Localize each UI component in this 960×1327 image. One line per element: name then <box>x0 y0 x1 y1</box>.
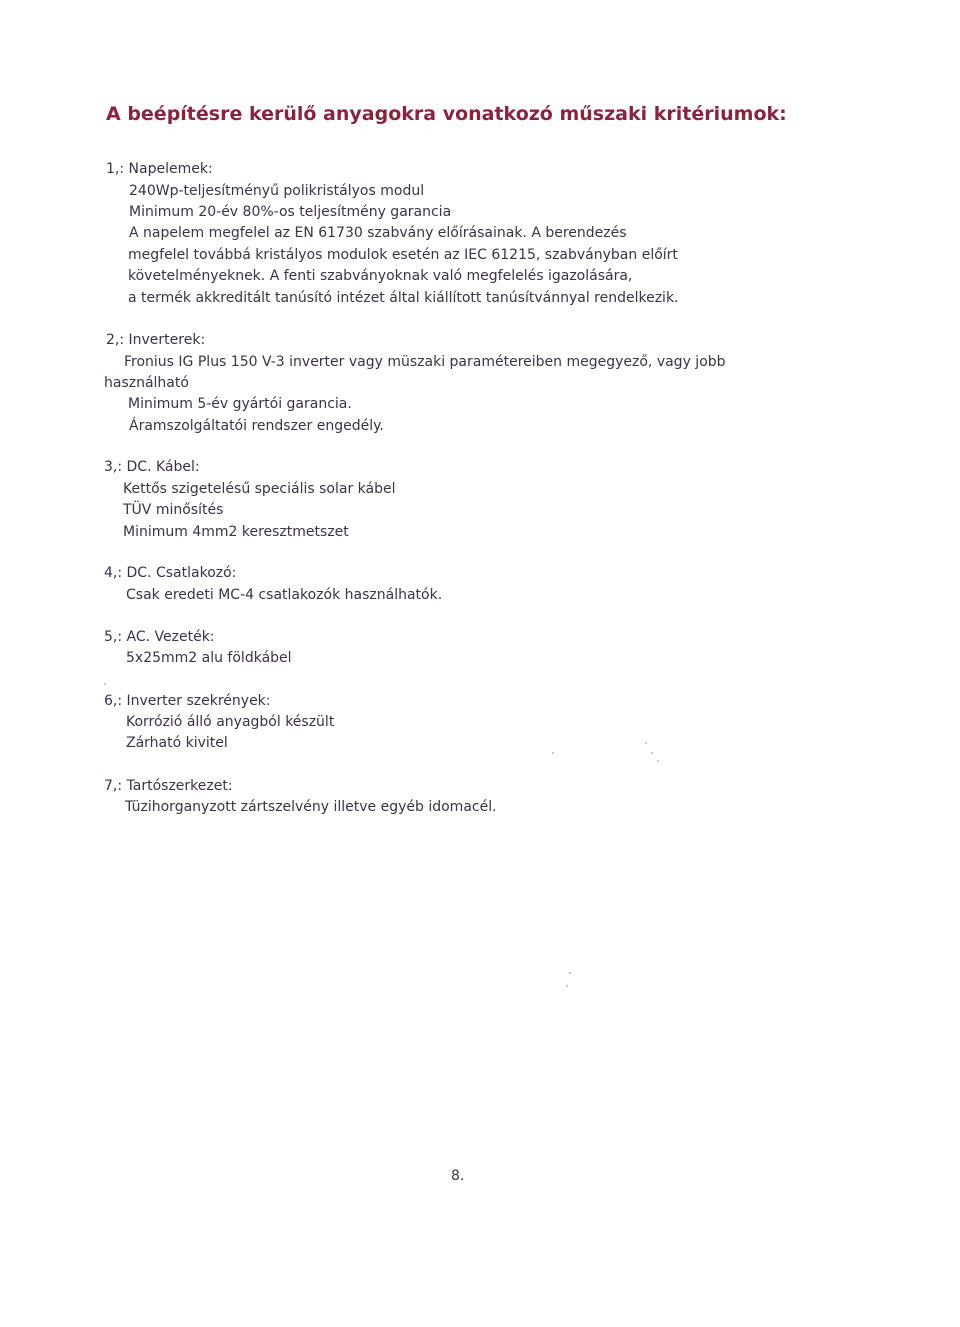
section-5-line-1: 5x25mm2 alu földkábel <box>126 650 292 666</box>
section-6-line-2: Zárható kivitel <box>126 735 228 751</box>
section-1-line-6: a termék akkreditált tanúsító intézet által kiállított tanúsítvánnyal rendelkezik. <box>128 290 679 306</box>
section-2-line-3: Minimum 5-év gyártói garancia. <box>128 396 352 412</box>
section-3-heading: 3,: DC. Kábel: <box>104 459 200 475</box>
section-5-heading: 5,: AC. Vezeték: <box>104 629 215 645</box>
section-2-line-1: Fronius IG Plus 150 V-3 inverter vagy müszaki paramétereiben megegyező, vagy jobb <box>124 354 726 370</box>
section-1-line-2: Minimum 20-év 80%-os teljesítmény garancia <box>129 204 452 220</box>
section-7-line-1: Tüzihorganyzott zártszelvény illetve egyéb idomacél. <box>125 799 497 815</box>
section-1-line-3: A napelem megfelel az EN 61730 szabvány előírásainak. A berendezés <box>129 225 627 241</box>
scan-speck <box>552 752 554 754</box>
section-2-line-2: használható <box>104 375 189 391</box>
scan-speck <box>645 742 647 744</box>
page-number: 8. <box>451 1168 465 1184</box>
scan-speck <box>651 752 653 754</box>
section-3-line-3: Minimum 4mm2 keresztmetszet <box>123 524 349 540</box>
section-7-heading: 7,: Tartószerkezet: <box>104 778 233 794</box>
section-1-heading: 1,: Napelemek: <box>106 161 213 177</box>
scan-speck <box>569 972 571 974</box>
section-3-line-2: TÜV minősítés <box>123 502 224 518</box>
scan-speck <box>657 760 659 762</box>
section-4-line-1: Csak eredeti MC-4 csatlakozók használhatók. <box>126 587 443 603</box>
section-2-line-4: Áramszolgáltatói rendszer engedély. <box>129 418 384 434</box>
section-3-line-1: Kettős szigetelésű speciális solar kábel <box>123 481 396 497</box>
scan-speck <box>104 683 106 685</box>
section-2-heading: 2,: Inverterek: <box>106 332 206 348</box>
section-1-line-1: 240Wp-teljesítményű polikristályos modul <box>129 183 425 199</box>
section-4-heading: 4,: DC. Csatlakozó: <box>104 565 237 581</box>
document-title: A beépítésre kerülő anyagokra vonatkozó műszaki kritériumok: <box>106 103 787 125</box>
section-6-line-1: Korrózió álló anyagból készült <box>126 714 335 730</box>
section-1-line-5: követelményeknek. A fenti szabványoknak való megfelelés igazolására, <box>128 268 633 284</box>
section-1-line-4: megfelel továbbá kristályos modulok esetén az IEC 61215, szabványban előírt <box>128 247 678 263</box>
scan-speck <box>566 985 568 987</box>
section-6-heading: 6,: Inverter szekrények: <box>104 693 271 709</box>
